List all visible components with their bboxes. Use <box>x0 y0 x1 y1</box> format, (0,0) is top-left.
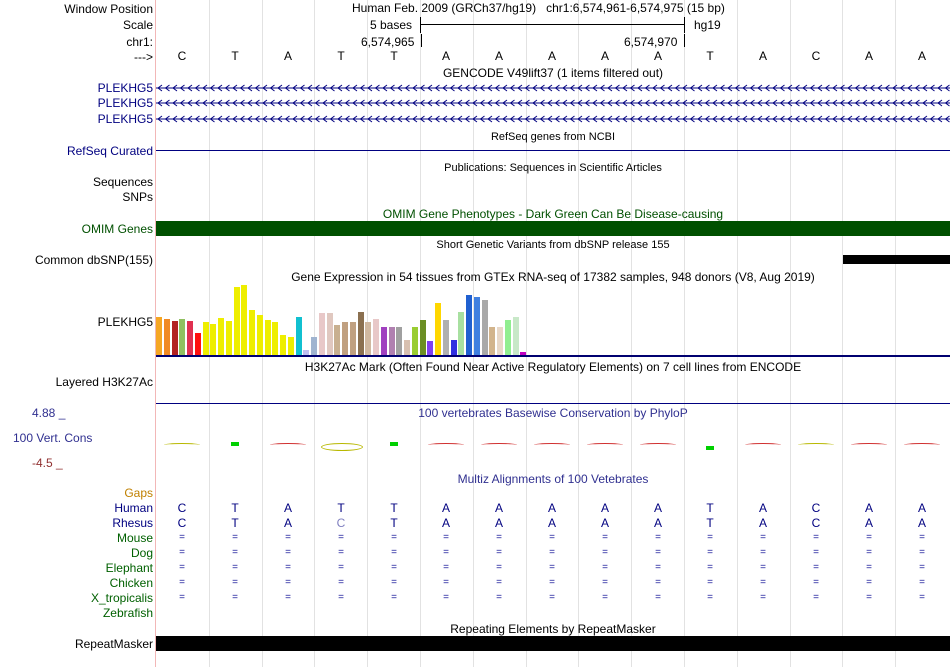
gencode-transcript[interactable] <box>156 97 950 109</box>
alignment-match: = <box>338 592 344 603</box>
alignment-match: = <box>179 547 185 558</box>
scale-label: Scale <box>122 18 153 32</box>
phylop-plot[interactable] <box>156 432 950 456</box>
multiz-species-label[interactable]: Chicken <box>109 576 153 590</box>
alignment-base: T <box>706 516 714 530</box>
alignment-match: = <box>866 532 872 543</box>
dbsnp-label[interactable]: Common dbSNP(155) <box>34 253 153 267</box>
base-letter: A <box>653 49 662 63</box>
alignment-match: = <box>443 577 449 588</box>
alignment-match: = <box>443 562 449 573</box>
gtex-tissue-bar[interactable] <box>342 322 348 355</box>
gtex-tissue-bar[interactable] <box>482 300 488 355</box>
alignment-match: = <box>549 592 555 603</box>
scale-tick-right <box>684 17 685 33</box>
h3k27ac-baseline <box>156 403 950 404</box>
phylop-score-mark <box>390 442 398 446</box>
alignment-base: A <box>283 516 292 530</box>
phylop-score-mark <box>587 443 623 447</box>
alignment-match: = <box>707 577 713 588</box>
multiz-gaps-label[interactable]: Gaps <box>124 486 153 500</box>
alignment-base: A <box>917 516 926 530</box>
gtex-tissue-bar[interactable] <box>164 319 170 355</box>
position-left: 6,574,965 <box>361 35 415 49</box>
alignment-match: = <box>919 532 925 543</box>
base-letter: T <box>337 49 345 63</box>
position-right: 6,574,970 <box>624 35 678 49</box>
alignment-match: = <box>655 592 661 603</box>
alignment-match: = <box>338 562 344 573</box>
base-letter: T <box>231 49 239 63</box>
alignment-match: = <box>813 562 819 573</box>
gtex-tissue-bar[interactable] <box>195 333 201 355</box>
chrom-label: chr1: <box>126 35 153 49</box>
base-letter: A <box>494 49 503 63</box>
gtex-tissue-bar[interactable] <box>257 315 263 355</box>
base-letter: C <box>177 49 187 63</box>
alignment-base: A <box>758 501 767 515</box>
alignment-match: = <box>549 562 555 573</box>
refseq-intron-line[interactable] <box>156 150 950 151</box>
alignment-match: = <box>338 547 344 558</box>
alignment-match: = <box>707 532 713 543</box>
alignment-match: = <box>391 547 397 558</box>
alignment-match: = <box>285 532 291 543</box>
alignment-base: C <box>811 501 821 515</box>
publications-title[interactable]: Publications: Sequences in Scientific Articles <box>444 162 662 174</box>
alignment-base: A <box>441 501 450 515</box>
alignment-base: A <box>547 516 556 530</box>
gencode-title[interactable]: GENCODE V49lift37 (1 items filtered out) <box>442 66 664 80</box>
alignment-match: = <box>338 532 344 543</box>
alignment-match: = <box>496 562 502 573</box>
alignment-match: = <box>760 577 766 588</box>
alignment-match: = <box>179 592 185 603</box>
omim-title[interactable]: OMIM Gene Phenotypes - Dark Green Can Be Disease-causing <box>382 207 724 221</box>
gencode-transcript[interactable] <box>156 82 950 94</box>
pubs-snps-label[interactable]: SNPs <box>122 190 153 204</box>
alignment-match: = <box>391 577 397 588</box>
alignment-match: = <box>179 532 185 543</box>
gtex-tissue-bar[interactable] <box>234 287 240 355</box>
alignment-match: = <box>496 577 502 588</box>
alignment-match: = <box>391 592 397 603</box>
alignment-base: A <box>494 501 503 515</box>
gtex-baseline <box>156 355 950 357</box>
gtex-tissue-bar[interactable] <box>218 318 224 355</box>
gtex-tissue-bar[interactable] <box>172 321 178 355</box>
alignment-match: = <box>549 532 555 543</box>
base-letter: T <box>390 49 398 63</box>
gtex-tissue-bar[interactable] <box>156 317 162 355</box>
alignment-base: A <box>758 516 767 530</box>
alignment-match: = <box>232 577 238 588</box>
phylop-score-mark <box>534 443 570 447</box>
phylop-score-mark <box>164 443 200 447</box>
gtex-tissue-bar[interactable] <box>373 319 379 355</box>
transcript-chevrons <box>156 113 950 125</box>
alignment-match: = <box>232 532 238 543</box>
multiz-species-label[interactable]: Human <box>114 501 153 515</box>
gtex-tissue-bar[interactable] <box>327 313 333 355</box>
alignment-match: = <box>707 562 713 573</box>
alignment-match: = <box>813 592 819 603</box>
gtex-tissue-bar[interactable] <box>296 317 302 355</box>
gtex-tissue-bar[interactable] <box>474 297 480 355</box>
alignment-base: T <box>390 516 398 530</box>
alignment-base: A <box>864 501 873 515</box>
alignment-base: C <box>336 516 346 530</box>
gtex-tissue-bar[interactable] <box>381 327 387 355</box>
alignment-match: = <box>391 532 397 543</box>
alignment-match: = <box>496 532 502 543</box>
alignment-match: = <box>443 592 449 603</box>
alignment-match: = <box>285 592 291 603</box>
window-position-text[interactable]: Human Feb. 2009 (GRCh37/hg19) chr1:6,574,961-6,574,975 (15 bp) <box>352 1 725 15</box>
alignment-base: A <box>600 516 609 530</box>
phylop-score-mark <box>231 442 239 446</box>
alignment-base: A <box>283 501 292 515</box>
multiz-species-label[interactable]: Elephant <box>105 561 153 575</box>
gtex-tissue-bar[interactable] <box>466 295 472 355</box>
alignment-match: = <box>866 577 872 588</box>
gtex-tissue-bar[interactable] <box>350 322 356 355</box>
phylop-title[interactable]: 100 vertebrates Basewise Conservation by PhyloP <box>418 406 688 420</box>
alignment-match: = <box>760 532 766 543</box>
alignment-match: = <box>760 562 766 573</box>
phylop-score-mark <box>640 443 676 447</box>
base-letter: C <box>811 49 821 63</box>
phylop-score-mark <box>745 443 781 447</box>
alignment-match: = <box>443 532 449 543</box>
alignment-match: = <box>866 547 872 558</box>
alignment-match: = <box>179 562 185 573</box>
position-left-tick <box>421 34 422 47</box>
alignment-match: = <box>391 562 397 573</box>
gtex-tissue-bar[interactable] <box>226 321 232 355</box>
alignment-base: T <box>706 501 714 515</box>
multiz-title[interactable]: Multiz Alignments of 100 Vetebrates <box>457 472 649 486</box>
base-letter: A <box>441 49 450 63</box>
gtex-tissue-bar[interactable] <box>319 313 325 355</box>
gtex-tissue-bar[interactable] <box>396 327 402 355</box>
gtex-tissue-bar[interactable] <box>489 327 495 355</box>
base-letter: T <box>706 49 714 63</box>
repeatmasker-title[interactable]: Repeating Elements by RepeatMasker <box>450 622 656 636</box>
gtex-tissue-bar[interactable] <box>404 340 410 355</box>
alignment-match: = <box>549 547 555 558</box>
alignment-match: = <box>496 547 502 558</box>
alignment-base: T <box>337 501 345 515</box>
alignment-match: = <box>655 532 661 543</box>
alignment-match: = <box>813 532 819 543</box>
dbsnp-title[interactable]: Short Genetic Variants from dbSNP release 155 <box>436 239 670 251</box>
gtex-tissue-bar[interactable] <box>435 303 441 355</box>
base-letter: A <box>917 49 926 63</box>
alignment-base: A <box>547 501 556 515</box>
gtex-tissue-bar[interactable] <box>505 320 511 355</box>
alignment-match: = <box>338 577 344 588</box>
alignment-match: = <box>919 562 925 573</box>
alignment-base: A <box>494 516 503 530</box>
alignment-match: = <box>602 547 608 558</box>
alignment-match: = <box>919 547 925 558</box>
refseq-label[interactable]: RefSeq Curated <box>66 144 153 158</box>
gtex-tissue-bar[interactable] <box>249 310 255 355</box>
phylop-score-mark <box>481 443 517 447</box>
gencode-gene-label[interactable]: PLEKHG5 <box>97 81 153 95</box>
gtex-tissue-bar[interactable] <box>280 335 286 355</box>
alignment-match: = <box>866 592 872 603</box>
phylop-score-mark <box>321 443 363 451</box>
gtex-bar-chart[interactable] <box>156 284 950 356</box>
dbsnp-variant[interactable] <box>843 255 950 264</box>
alignment-base: A <box>864 516 873 530</box>
alignment-match: = <box>602 532 608 543</box>
transcript-chevrons <box>156 97 950 109</box>
alignment-match: = <box>813 577 819 588</box>
alignment-match: = <box>919 577 925 588</box>
alignment-base: T <box>231 501 239 515</box>
multiz-species-label[interactable]: Dog <box>130 546 153 560</box>
alignment-base: C <box>177 516 187 530</box>
gtex-tissue-bar[interactable] <box>497 327 503 355</box>
gtex-tissue-bar[interactable] <box>210 324 216 355</box>
omim-label[interactable]: OMIM Genes <box>81 222 153 236</box>
gtex-title[interactable]: Gene Expression in 54 tissues from GTEx RNA-seq of 17382 samples, 948 donors (V8, Aug 2019) <box>291 270 815 284</box>
alignment-base: A <box>653 501 662 515</box>
alignment-match: = <box>496 592 502 603</box>
gtex-tissue-bar[interactable] <box>265 320 271 355</box>
gtex-tissue-bar[interactable] <box>412 327 418 355</box>
omim-gene-bar[interactable] <box>156 221 950 236</box>
multiz-species-label[interactable]: Zebrafish <box>102 606 153 620</box>
alignment-base: T <box>231 516 239 530</box>
alignment-base: T <box>390 501 398 515</box>
alignment-match: = <box>707 592 713 603</box>
gtex-tissue-bar[interactable] <box>334 325 340 355</box>
refseq-title[interactable]: RefSeq genes from NCBI <box>490 131 616 143</box>
gencode-gene-label[interactable]: PLEKHG5 <box>97 96 153 110</box>
window-position-label: Window Position <box>64 2 153 16</box>
multiz-species-label[interactable]: Mouse <box>116 531 153 545</box>
gencode-transcript[interactable] <box>156 113 950 125</box>
alignment-match: = <box>866 562 872 573</box>
phylop-max-label: 4.88 _ <box>32 406 66 420</box>
gtex-tissue-bar[interactable] <box>443 320 449 355</box>
repeatmasker-label[interactable]: RepeatMasker <box>74 637 153 651</box>
base-letter: A <box>547 49 556 63</box>
gtex-tissue-bar[interactable] <box>187 321 193 355</box>
alignment-match: = <box>602 592 608 603</box>
alignment-match: = <box>285 562 291 573</box>
scale-text: 5 bases <box>370 18 413 32</box>
gtex-tissue-bar[interactable] <box>179 319 185 355</box>
alignment-match: = <box>655 547 661 558</box>
phylop-score-mark <box>270 443 306 447</box>
h3k27ac-title[interactable]: H3K27Ac Mark (Often Found Near Active Regulatory Elements) on 7 cell lines from ENCODE <box>304 360 802 374</box>
base-letter: A <box>864 49 873 63</box>
gencode-gene-label[interactable]: PLEKHG5 <box>97 112 153 126</box>
alignment-base: A <box>653 516 662 530</box>
phylop-min-label: -4.5 _ <box>32 456 63 470</box>
gtex-tissue-bar[interactable] <box>272 322 278 355</box>
repeatmasker-element[interactable] <box>156 636 950 651</box>
alignment-match: = <box>285 577 291 588</box>
gtex-tissue-bar[interactable] <box>365 322 371 355</box>
phylop-score-mark <box>798 443 834 447</box>
gtex-tissue-bar[interactable] <box>311 337 317 355</box>
base-letter: A <box>758 49 767 63</box>
pubs-sequences-label[interactable]: Sequences <box>92 175 153 189</box>
db-label: hg19 <box>694 18 721 32</box>
alignment-match: = <box>179 577 185 588</box>
gtex-gene-label[interactable]: PLEKHG5 <box>97 315 153 329</box>
alignment-match: = <box>232 592 238 603</box>
multiz-species-label[interactable]: X_tropicalis <box>90 591 153 605</box>
phylop-score-mark <box>706 446 714 450</box>
transcript-chevrons <box>156 82 950 94</box>
alignment-match: = <box>285 547 291 558</box>
alignment-match: = <box>655 562 661 573</box>
alignment-match: = <box>919 592 925 603</box>
gtex-tissue-bar[interactable] <box>420 320 426 355</box>
position-right-tick <box>684 34 685 47</box>
scale-tick-left <box>420 17 421 33</box>
alignment-match: = <box>602 577 608 588</box>
gtex-tissue-bar[interactable] <box>288 337 294 355</box>
alignment-base: C <box>177 501 187 515</box>
alignment-match: = <box>655 577 661 588</box>
alignment-match: = <box>232 547 238 558</box>
phylop-score-mark <box>904 443 940 447</box>
alignment-match: = <box>760 547 766 558</box>
phylop-score-mark <box>851 443 887 447</box>
alignment-base: C <box>811 516 821 530</box>
h3k27ac-label[interactable]: Layered H3K27Ac <box>55 375 153 389</box>
alignment-match: = <box>602 562 608 573</box>
base-letter: A <box>283 49 292 63</box>
multiz-species-label[interactable]: Rhesus <box>112 516 153 530</box>
scale-bar <box>420 24 684 25</box>
alignment-match: = <box>760 592 766 603</box>
strand-label: ---> <box>134 50 153 64</box>
alignment-match: = <box>707 547 713 558</box>
alignment-match: = <box>443 547 449 558</box>
alignment-match: = <box>232 562 238 573</box>
base-letter: A <box>600 49 609 63</box>
alignment-base: A <box>600 501 609 515</box>
gtex-tissue-bar[interactable] <box>358 312 364 355</box>
phylop-label[interactable]: 100 Vert. Cons <box>13 431 93 445</box>
gtex-tissue-bar[interactable] <box>513 317 519 355</box>
gtex-tissue-bar[interactable] <box>427 341 433 355</box>
alignment-match: = <box>549 577 555 588</box>
alignment-base: A <box>917 501 926 515</box>
gtex-tissue-bar[interactable] <box>458 312 464 355</box>
gtex-tissue-bar[interactable] <box>451 340 457 355</box>
gtex-tissue-bar[interactable] <box>241 285 247 355</box>
phylop-score-mark <box>428 443 464 447</box>
gtex-tissue-bar[interactable] <box>203 322 209 355</box>
alignment-match: = <box>813 547 819 558</box>
alignment-base: A <box>441 516 450 530</box>
gtex-tissue-bar[interactable] <box>389 327 395 355</box>
